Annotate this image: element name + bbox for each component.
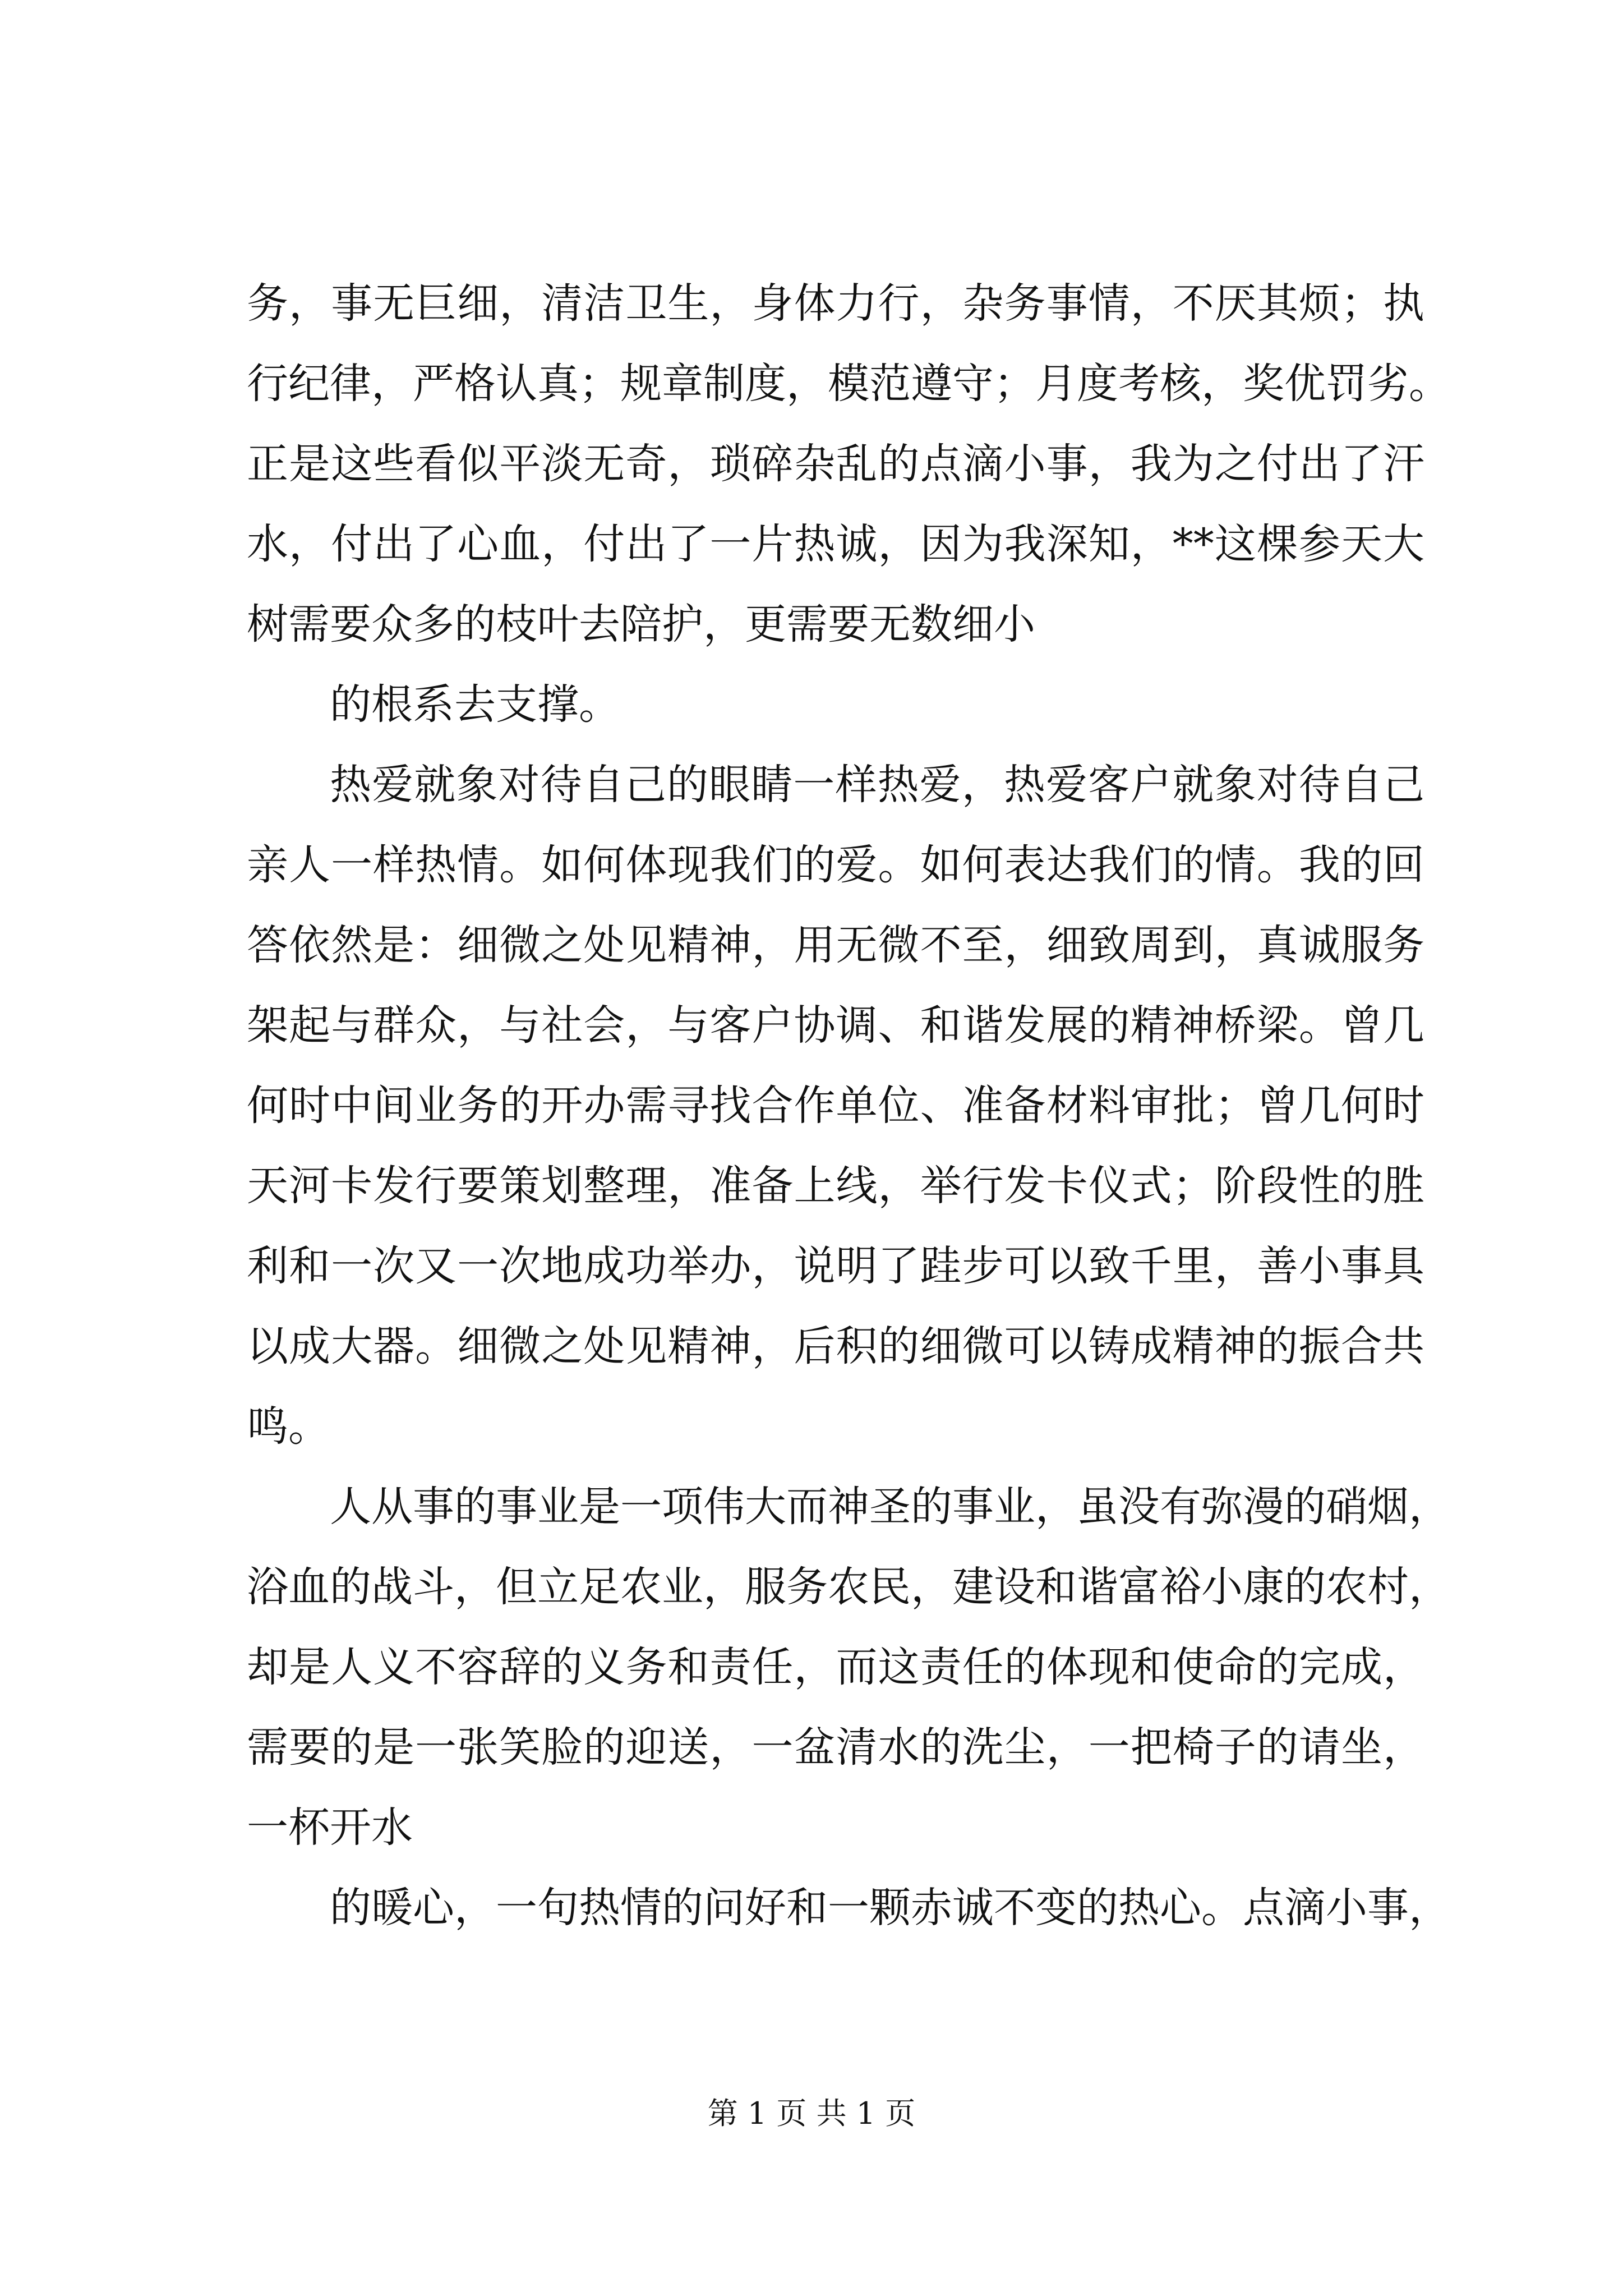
text-line: 何时中间业务的开办需寻找合作单位、准备材料审批；曾几何时: [247, 1082, 1424, 1130]
text-line: 热爱就象对待自己的眼睛一样热爱，热爱客户就象对待自己: [330, 761, 1424, 809]
text-line: 正是这些看似平淡无奇，琐碎杂乱的点滴小事，我为之付出了汗: [247, 440, 1424, 488]
text-line: 树需要众多的枝叶去陪护，更需要无数细小: [247, 600, 1035, 648]
text-line: 需要的是一张笑脸的迎送，一盆清水的洗尘，一把椅子的请坐，: [247, 1723, 1424, 1772]
text-line: 一杯开水: [247, 1803, 413, 1852]
text-line: 人从事的事业是一项伟大而神圣的事业，虽没有弥漫的硝烟，: [330, 1483, 1450, 1531]
text-line: 浴血的战斗，但立足农业，服务农民，建设和谐富裕小康的农村，: [247, 1563, 1450, 1611]
page-footer: 第 1 页 共 1 页: [707, 2096, 916, 2131]
body-text: [247, 264, 1450, 1948]
text-line: 却是人义不容辞的义务和责任，而这责任的体现和使命的完成，: [247, 1643, 1424, 1691]
text-line: 务，事无巨细，清洁卫生，身体力行，杂务事情，不厌其烦；执: [247, 279, 1424, 328]
text-line: 的暖心，一句热情的问好和一颗赤诚不变的热心。点滴小事，: [330, 1884, 1450, 1932]
text-line: 天河卡发行要策划整理，准备上线，举行发卡仪式；阶段性的胜: [247, 1162, 1424, 1210]
text-line: 架起与群众，与社会，与客户协调、和谐发展的精神桥梁。曾几: [247, 1001, 1424, 1050]
text-line: 利和一次又一次地成功举办，说明了跬步可以致千里，善小事具: [247, 1242, 1424, 1290]
text-line: 以成大器。细微之处见精神，后积的细微可以铸成精神的振合共: [247, 1322, 1424, 1370]
text-line: 水，付出了心血，付出了一片热诚，因为我深知，**这棵参天大: [247, 520, 1424, 568]
text-line: 行纪律，严格认真；规章制度，模范遵守；月度考核，奖优罚劣。: [247, 360, 1450, 408]
text-line: 鸣。: [247, 1402, 330, 1451]
text-line: 的根系去支撑。: [330, 680, 620, 729]
text-line: 亲人一样热情。如何体现我们的爱。如何表达我们的情。我的回: [247, 841, 1424, 889]
text-line: 答依然是：细微之处见精神，用无微不至，细致周到，真诚服务: [247, 921, 1424, 969]
